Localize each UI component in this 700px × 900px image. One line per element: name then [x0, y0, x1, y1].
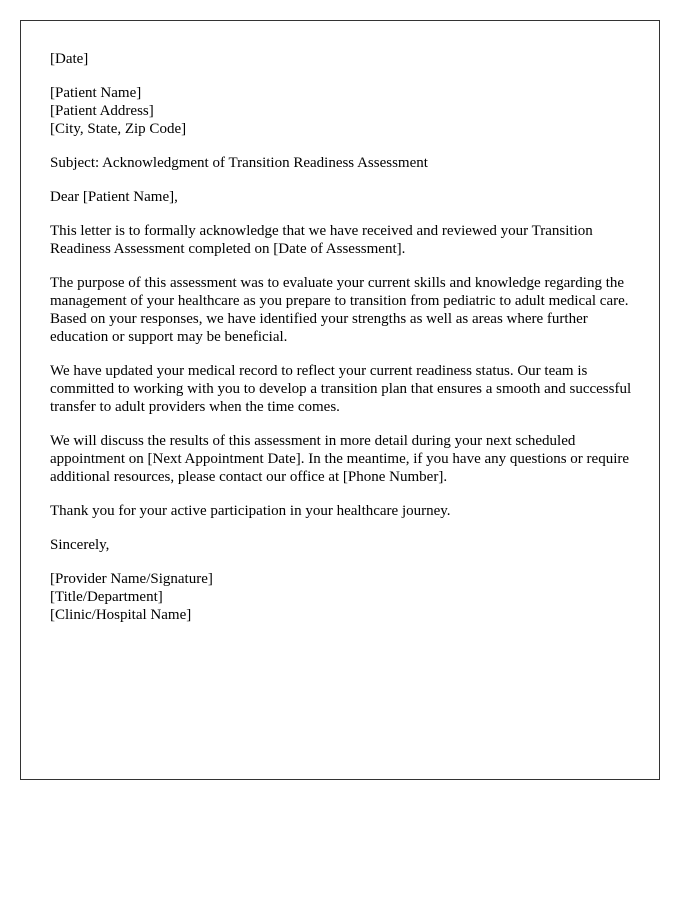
letter-page — [20, 20, 660, 780]
signature-block — [50, 570, 640, 624]
signature-provider: [Provider Name/Signature] — [50, 571, 213, 587]
letter-salutation: Dear [Patient Name], — [50, 189, 178, 205]
paragraph-record-update: We have updated your medical record to reflect your current readiness status. Our team is committed to working with you to develop a transition plan that ensures a smooth and successful transfer to adult providers when the time comes. — [50, 363, 632, 415]
letter-body — [50, 50, 640, 640]
paragraph-thanks: Thank you for your active participation in your healthcare journey. — [50, 503, 451, 519]
recipient-city-state-zip: [City, State, Zip Code] — [50, 121, 187, 137]
letter-date: [Date] — [50, 51, 89, 67]
letter-closing: Sincerely, — [50, 537, 110, 553]
recipient-address: [Patient Address] — [50, 103, 154, 119]
paragraph-acknowledgment: This letter is to formally acknowledge that we have received and reviewed your Transition Readiness Assessment completed on [Date of Assessment]. — [50, 223, 593, 257]
recipient-name: [Patient Name] — [50, 85, 142, 101]
paragraph-purpose: The purpose of this assessment was to evaluate your current skills and knowledge regarding the management of your healthcare as you prepare to transition from pediatric to adult medical care. Based on your responses, we have identified your strengths as well as areas where further education or support may be beneficial. — [50, 275, 629, 345]
paragraph-next-steps: We will discuss the results of this assessment in more detail during your next scheduled appointment on [Next Appointment Date]. In the meantime, if you have any questions or require additional resources, please contact our office at [Phone Number]. — [50, 433, 630, 485]
signature-title: [Title/Department] — [50, 589, 163, 605]
signature-clinic: [Clinic/Hospital Name] — [50, 607, 192, 623]
letter-subject: Subject: Acknowledgment of Transition Readiness Assessment — [50, 155, 428, 171]
recipient-block — [50, 84, 640, 138]
